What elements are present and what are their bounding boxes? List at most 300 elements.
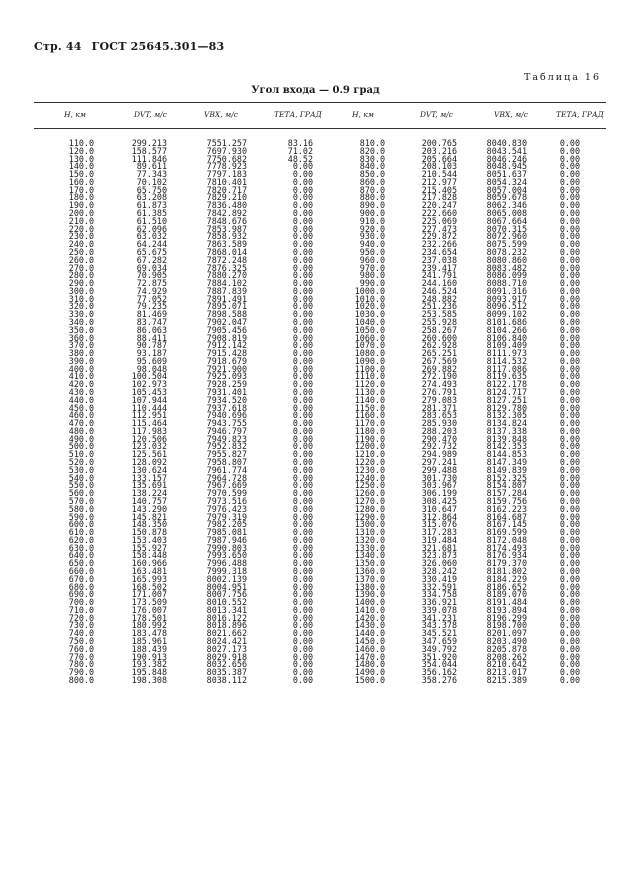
table-row	[0, 215, 631, 226]
table-cell: 8167.145	[486, 519, 527, 530]
table-cell: 8169.599	[486, 527, 527, 538]
table-cell: 225.069	[421, 215, 457, 226]
table-cell: 0.00	[559, 246, 580, 257]
table-cell: 7976.423	[206, 503, 247, 514]
table-row	[0, 552, 631, 560]
table-cell: 0.00	[559, 176, 580, 187]
table-cell: 112.951	[131, 410, 167, 421]
table-cell: 0.00	[559, 558, 580, 569]
table-cell: 135.691	[131, 480, 167, 491]
table-cell: 7961.774	[206, 464, 247, 475]
table-cell: 61.873	[136, 200, 167, 211]
table-cell: 0.00	[292, 628, 313, 639]
table-cell: 8065.008	[486, 208, 527, 219]
table-cell: 7908.819	[206, 332, 247, 343]
table-cell: 8201.097	[486, 628, 527, 639]
table-cell: 0.00	[292, 667, 313, 678]
table-cell: 260.600	[421, 332, 457, 343]
table-cell: 0.00	[292, 223, 313, 234]
table-cell: 227.473	[421, 223, 457, 234]
table-cell: 290.470	[421, 433, 457, 444]
table-cell: 350.0	[68, 324, 94, 335]
table-cell: 0.00	[292, 425, 313, 436]
table-cell: 63.208	[136, 192, 167, 203]
table-cell: 150.0	[68, 169, 94, 180]
table-cell: 7946.797	[206, 425, 247, 436]
table-cell: 610.0	[68, 527, 94, 538]
data-table	[0, 140, 631, 685]
table-cell: 79.235	[136, 301, 167, 312]
table-cell: 330.419	[421, 573, 457, 584]
table-cell: 115.464	[131, 418, 167, 429]
table-row	[0, 622, 631, 630]
table-row	[0, 233, 631, 241]
table-cell: 1390.0	[354, 589, 385, 600]
table-cell: 760.0	[68, 643, 94, 654]
table-row	[0, 451, 631, 459]
table-cell: 272.190	[421, 371, 457, 382]
page-header	[34, 40, 230, 53]
table-cell: 1200.0	[354, 441, 385, 452]
table-cell: 0.00	[292, 324, 313, 335]
table-cell: 1040.0	[354, 316, 385, 327]
table-cell: 7934.520	[206, 394, 247, 405]
table-cell: 1340.0	[354, 550, 385, 561]
table-cell: 510.0	[68, 449, 94, 460]
table-cell: 1100.0	[354, 363, 385, 374]
table-cell: 0.00	[292, 550, 313, 561]
table-cell: 0.00	[292, 643, 313, 654]
table-cell: 0.00	[292, 192, 313, 203]
table-cell: 0.00	[292, 488, 313, 499]
table-cell: 8048.945	[486, 161, 527, 172]
table-cell: 203.216	[421, 145, 457, 156]
table-cell: 1440.0	[354, 628, 385, 639]
col-header-h-right: H, км	[352, 110, 375, 119]
table-cell: 160.0	[68, 176, 94, 187]
table-cell: 8193.894	[486, 604, 527, 615]
table-cell: 0.00	[559, 332, 580, 343]
table-cell: 0.00	[559, 138, 580, 148]
table-cell: 0.00	[559, 503, 580, 514]
table-cell: 0.00	[292, 394, 313, 405]
table-cell: 0.00	[292, 301, 313, 312]
table-cell: 90.787	[136, 340, 167, 351]
table-cell: 8139.848	[486, 433, 527, 444]
column-headers	[34, 110, 614, 124]
table-cell: 560.0	[68, 488, 94, 499]
table-cell: 138.224	[131, 488, 167, 499]
table-row	[0, 254, 631, 265]
table-cell: 310.647	[421, 503, 457, 514]
table-cell: 77.343	[136, 169, 167, 180]
table-row	[0, 202, 631, 210]
table-cell: 72.875	[136, 278, 167, 289]
table-cell: 8111.973	[486, 348, 527, 359]
table-row	[0, 355, 631, 366]
table-row	[0, 661, 631, 669]
table-cell: 1500.0	[354, 674, 385, 685]
table-cell: 8054.324	[486, 176, 527, 187]
table-cell: 1240.0	[354, 472, 385, 483]
table-row	[0, 511, 631, 522]
table-cell: 7921.900	[206, 363, 247, 374]
table-cell: 660.0	[68, 565, 94, 576]
table-cell: 8024.421	[206, 636, 247, 646]
table-cell: 241.791	[421, 270, 457, 281]
table-cell: 1430.0	[354, 620, 385, 631]
table-cell: 970.0	[359, 262, 385, 273]
table-cell: 0.00	[292, 651, 313, 662]
table-cell: 8203.490	[486, 636, 527, 646]
table-cell: 8038.112	[206, 674, 247, 685]
col-header-h-left: H, км	[64, 110, 87, 119]
table-cell: 0.00	[559, 636, 580, 646]
table-cell: 334.758	[421, 589, 457, 600]
table-cell: 234.654	[421, 246, 457, 257]
table-cell: 7863.589	[206, 239, 247, 250]
table-row	[0, 433, 631, 444]
table-cell: 0.00	[292, 176, 313, 187]
table-cell: 0.00	[292, 565, 313, 576]
table-cell: 440.0	[68, 394, 94, 405]
table-cell: 0.00	[559, 379, 580, 390]
standard-code: ГОСТ 25645.301—83	[91, 40, 225, 53]
table-cell: 1320.0	[354, 534, 385, 545]
table-cell: 290.0	[68, 278, 94, 289]
table-cell: 8157.284	[486, 488, 527, 499]
table-cell: 8124.717	[486, 387, 527, 397]
table-cell: 8184.229	[486, 573, 527, 584]
table-cell: 88.411	[136, 332, 167, 343]
table-cell: 8154.807	[486, 480, 527, 491]
table-cell: 0.00	[559, 565, 580, 576]
table-cell: 341.231	[421, 612, 457, 623]
table-cell: 0.00	[559, 628, 580, 639]
table-cell: 0.00	[292, 184, 313, 195]
table-cell: 0.00	[292, 503, 313, 514]
table-cell: 7915.428	[206, 348, 247, 359]
table-cell: 0.00	[559, 410, 580, 421]
table-cell: 7985.081	[206, 527, 247, 538]
table-cell: 153.403	[131, 534, 167, 545]
table-cell: 180.0	[68, 192, 94, 203]
table-cell: 8137.338	[486, 425, 527, 436]
table-cell: 0.00	[292, 636, 313, 646]
table-cell: 580.0	[68, 503, 94, 514]
table-cell: 83.747	[136, 316, 167, 327]
table-row	[0, 599, 631, 607]
table-row	[0, 542, 631, 553]
table-cell: 750.0	[68, 636, 94, 646]
table-cell: 150.878	[131, 527, 167, 538]
table-cell: 81.469	[136, 309, 167, 320]
table-cell: 670.0	[68, 573, 94, 584]
table-cell: 65.675	[136, 246, 167, 257]
table-row	[0, 402, 631, 413]
table-cell: 1270.0	[354, 495, 385, 506]
table-cell: 7778.923	[206, 161, 247, 172]
table-row	[0, 280, 631, 288]
table-cell: 0.00	[559, 674, 580, 685]
table-cell: 0.00	[292, 464, 313, 475]
table-cell: 1010.0	[354, 293, 385, 304]
table-cell: 328.242	[421, 565, 457, 576]
table-cell: 8088.710	[486, 278, 527, 289]
table-row	[0, 630, 631, 638]
table-row	[0, 285, 631, 296]
table-cell: 7884.102	[206, 278, 247, 289]
table-cell: 8191.484	[486, 597, 527, 608]
table-row	[0, 604, 631, 615]
table-cell: 8162.223	[486, 503, 527, 514]
table-cell: 8117.086	[486, 363, 527, 374]
table-row	[0, 140, 631, 148]
table-cell: 0.00	[559, 534, 580, 545]
table-cell: 0.00	[559, 394, 580, 405]
table-cell: 205.664	[421, 153, 457, 164]
table-cell: 8174.493	[486, 542, 527, 553]
table-cell: 0.00	[559, 612, 580, 623]
table-cell: 145.821	[131, 511, 167, 522]
table-cell: 281.371	[421, 402, 457, 413]
table-cell: 0.00	[559, 511, 580, 522]
table-row	[0, 373, 631, 381]
table-cell: 0.00	[559, 589, 580, 600]
table-cell: 8147.349	[486, 457, 527, 468]
table-cell: 0.00	[559, 519, 580, 530]
table-cell: 8142.353	[486, 441, 527, 452]
table-cell: 319.484	[421, 534, 457, 545]
table-cell: 0.00	[292, 293, 313, 304]
table-cell: 1490.0	[354, 667, 385, 678]
table-cell: 1380.0	[354, 581, 385, 592]
table-cell: 283.653	[421, 410, 457, 421]
table-cell: 0.00	[292, 246, 313, 257]
table-cell: 1150.0	[354, 402, 385, 413]
table-cell: 0.00	[559, 433, 580, 444]
table-cell: 8215.389	[486, 674, 527, 685]
table-cell: 330.0	[68, 309, 94, 320]
table-cell: 1230.0	[354, 464, 385, 475]
table-cell: 8208.262	[486, 651, 527, 662]
table-cell: 450.0	[68, 402, 94, 413]
table-cell: 980.0	[359, 270, 385, 281]
table-row	[0, 246, 631, 257]
table-cell: 171.007	[131, 589, 167, 600]
table-cell: 0.00	[292, 441, 313, 452]
table-cell: 0.00	[292, 316, 313, 327]
table-cell: 210.544	[421, 169, 457, 180]
table-cell: 0.00	[559, 293, 580, 304]
table-cell: 1210.0	[354, 449, 385, 460]
table-cell: 140.757	[131, 495, 167, 506]
table-cell: 8016.122	[206, 612, 247, 623]
table-cell: 8086.099	[486, 270, 527, 281]
table-cell: 170.0	[68, 184, 94, 195]
table-cell: 820.0	[359, 145, 385, 156]
table-cell: 500.0	[68, 441, 94, 452]
table-row	[0, 674, 631, 685]
table-cell: 0.00	[292, 270, 313, 281]
table-cell: 143.290	[131, 503, 167, 514]
table-cell: 8186.652	[486, 581, 527, 592]
table-cell: 7797.183	[206, 169, 247, 180]
page-number: Стр. 44	[34, 40, 82, 53]
table-cell: 0.00	[292, 495, 313, 506]
table-cell: 0.00	[292, 573, 313, 584]
table-cell: 102.973	[131, 379, 167, 390]
table-cell: 8029.918	[206, 651, 247, 662]
table-cell: 358.276	[421, 674, 457, 685]
table-cell: 148.350	[131, 519, 167, 530]
col-header-vbx-right: VBX, м/с	[494, 110, 528, 119]
table-cell: 86.063	[136, 324, 167, 335]
col-header-vbx-left: VBX, м/с	[204, 110, 238, 119]
table-cell: 380.0	[68, 348, 94, 359]
table-cell: 349.792	[421, 643, 457, 654]
table-row	[0, 482, 631, 490]
table-cell: 0.00	[559, 316, 580, 327]
table-cell: 830.0	[359, 153, 385, 164]
table-row	[0, 311, 631, 319]
table-cell: 8007.756	[206, 589, 247, 600]
table-cell: 232.266	[421, 239, 457, 250]
table-cell: 8083.482	[486, 262, 527, 273]
table-cell: 8032.656	[206, 659, 247, 670]
table-cell: 8046.246	[486, 153, 527, 164]
table-cell: 339.078	[421, 604, 457, 615]
table-row	[0, 638, 631, 646]
table-cell: 0.00	[559, 651, 580, 662]
table-cell: 8119.635	[486, 371, 527, 382]
table-cell: 8159.756	[486, 495, 527, 506]
table-cell: 7967.669	[206, 480, 247, 491]
table-row	[0, 521, 631, 529]
table-cell: 7898.588	[206, 309, 247, 320]
table-cell: 308.425	[421, 495, 457, 506]
table-cell: 430.0	[68, 387, 94, 397]
table-cell: 0.00	[559, 659, 580, 670]
table-cell: 0.00	[559, 573, 580, 584]
table-cell: 0.00	[559, 457, 580, 468]
table-cell: 730.0	[68, 620, 94, 631]
table-cell: 0.00	[292, 604, 313, 615]
table-row	[0, 176, 631, 187]
table-cell: 770.0	[68, 651, 94, 662]
table-cell: 276.791	[421, 387, 457, 397]
table-cell: 279.083	[421, 394, 457, 405]
table-cell: 7697.930	[206, 145, 247, 156]
table-cell: 920.0	[359, 223, 385, 234]
table-cell: 0.00	[559, 418, 580, 429]
table-cell: 8172.048	[486, 534, 527, 545]
table-cell: 7949.823	[206, 433, 247, 444]
table-cell: 8067.664	[486, 215, 527, 226]
table-cell: 640.0	[68, 550, 94, 561]
table-cell: 246.524	[421, 285, 457, 296]
table-cell: 490.0	[68, 433, 94, 444]
table-cell: 8091.316	[486, 285, 527, 296]
table-cell: 800.0	[68, 674, 94, 685]
table-cell: 0.00	[559, 488, 580, 499]
table-cell: 0.00	[292, 542, 313, 553]
table-cell: 7820.717	[206, 184, 247, 195]
col-header-dvt-left: DVT, м/с	[134, 110, 167, 119]
table-cell: 345.521	[421, 628, 457, 639]
table-cell: 0.00	[559, 355, 580, 366]
table-cell: 0.00	[559, 184, 580, 195]
table-cell: 0.00	[559, 192, 580, 203]
table-cell: 195.848	[131, 667, 167, 678]
table-cell: 710.0	[68, 604, 94, 615]
table-cell: 0.00	[292, 254, 313, 265]
table-cell: 900.0	[359, 208, 385, 219]
table-cell: 7964.728	[206, 472, 247, 483]
table-row	[0, 163, 631, 171]
table-cell: 0.00	[559, 169, 580, 180]
table-cell: 0.00	[559, 153, 580, 164]
table-cell: 317.283	[421, 527, 457, 538]
table-cell: 850.0	[359, 169, 385, 180]
table-cell: 299.213	[131, 138, 167, 148]
table-row	[0, 464, 631, 475]
table-cell: 390.0	[68, 355, 94, 366]
table-cell: 870.0	[359, 184, 385, 195]
table-cell: 180.992	[131, 620, 167, 631]
table-cell: 680.0	[68, 581, 94, 592]
table-cell: 269.882	[421, 363, 457, 374]
table-cell: 0.00	[292, 674, 313, 685]
table-cell: 155.927	[131, 542, 167, 553]
table-cell: 7931.401	[206, 387, 247, 397]
table-cell: 950.0	[359, 246, 385, 257]
table-cell: 1460.0	[354, 643, 385, 654]
table-cell: 7858.932	[206, 231, 247, 242]
table-cell: 0.00	[559, 262, 580, 273]
table-cell: 0.00	[559, 208, 580, 219]
table-row	[0, 342, 631, 350]
table-row	[0, 581, 631, 592]
table-cell: 0.00	[292, 418, 313, 429]
col-header-teta-left: ТЕТА, ГРАД	[274, 110, 322, 119]
table-row	[0, 223, 631, 234]
table-cell: 8198.700	[486, 620, 527, 631]
table-row	[0, 184, 631, 195]
table-cell: 7987.946	[206, 534, 247, 545]
table-cell: 0.00	[292, 480, 313, 491]
table-cell: 0.00	[559, 270, 580, 281]
table-cell: 95.609	[136, 355, 167, 366]
table-cell: 70.102	[136, 176, 167, 187]
table-row	[0, 210, 631, 218]
table-cell: 70.905	[136, 270, 167, 281]
table-row	[0, 316, 631, 327]
table-cell: 8149.839	[486, 464, 527, 475]
table-cell: 0.00	[292, 161, 313, 172]
table-cell: 160.966	[131, 558, 167, 569]
table-row	[0, 171, 631, 179]
table-row	[0, 394, 631, 405]
table-cell: 98.048	[136, 363, 167, 374]
table-cell: 8035.387	[206, 667, 247, 678]
table-cell: 274.493	[421, 379, 457, 390]
table-cell: 1300.0	[354, 519, 385, 530]
table-cell: 600.0	[68, 519, 94, 530]
table-cell: 63.032	[136, 231, 167, 242]
table-cell: 74.929	[136, 285, 167, 296]
table-cell: 7958.807	[206, 457, 247, 468]
